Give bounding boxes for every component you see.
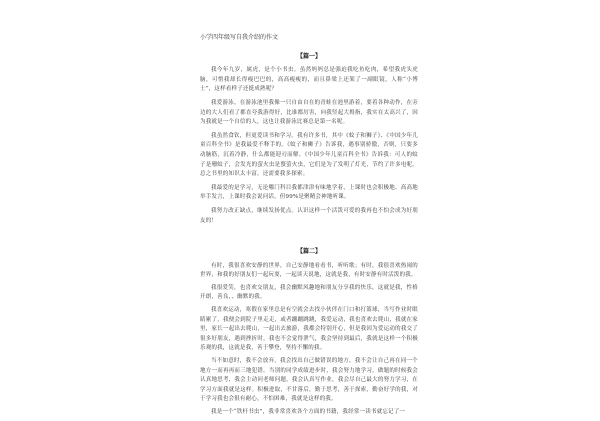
paragraph: 有时，我很喜欢安静的世界，自己安静地看看书，听听歌；有时，我很喜欢热闹的世界，和我的好朋友们一起玩耍，一起谈天说地，这就是我，有时安静有时活泼的我。 xyxy=(200,262,418,279)
paragraph: 我喜欢运动，寒假在家里总是有空就会去找小伙伴在门口和打篮球，当写作业时眼睛累了，我便会到院子里走走，或者蹦蹦跳跳，我爱运动，我也喜欢去爬山，我就在家里，家长一起出去爬山，一起出去旅游，我都会特别开心，但是我因为爱运动的我交了很多好朋友，遇到挫折时，我也不会觉得泄气，我会坚持到最后，我就是这样一个积极乐观的我，这就是我，善于攀登，坚持不懈的我。 xyxy=(200,307,418,352)
document-body xyxy=(200,33,418,421)
section-heading-1: 【篇一】 xyxy=(296,52,321,60)
paragraph: 我爱游泳。在游泳池里我像一只自由自在的青蛙在池里游着，要着各种动作，在旁边的大人们看了都直夸我游得好，比谁都厉害，向我竖起大拇指，我实在太高兴了，因为我就是一个自信的人，这也让我游泳比赛总是第一名呢。 xyxy=(200,99,418,126)
paragraph: 当不如意时，我不会放弃，我会找出自己做错误的地方，我不会让自己再在同一个地方一而再再而三地犯错。当别的同学成绩进步时，我会努力地学习，做题的时候我会认真地思考，我会主动问老师问题，我会认真写作业，我会尽自己最大的努力学习，在学习方面我就是这样。积极进取，不甘落后，勤于思考，善于探索，勤奋好学的我，对于学习我也会很有耐心，不怕困难，我就是这样的我。 xyxy=(200,358,418,403)
paragraph: 我最爱的是学习，无论哪门科目我都津津有味地学着，上课时也会积极地、高高地举手发言，上课时我会说问话，但99%是聚精会神地听课。 xyxy=(200,184,418,201)
paragraph: 我虽然食钦，但更爱读书和学习。我有许多书，其中《蚊子和狮子》、《中国少年儿童百科全书》是我最爱不释手的。《蚊子和狮子》告诉我，遇事别骄傲，否则，只要多动脑筋，沉着冷静，什么都能迎刃而解。《中国少年儿童百科全书》告诉我：可人的蚊子是珊蚊子，会发光的萤火虫是螯萤火虫，它们是为了发明了灯光，节约了许多电呢。总之书里的知识太丰富，还需要我多探索。 xyxy=(200,132,418,178)
section-spacer xyxy=(200,230,418,244)
paragraph: 我今年九岁，属虎，是个小书虫。虽然妈妈总是强迫我吃鱼吃肉，希望我虎头虎脑，可惜我却长得瘦巴巴的，高高瘦瘦的，而且鼻梁上还架了一副眼镜，人称“小博士”，这样看样子还挺成熟呢？ xyxy=(200,67,418,93)
page-title: 小学四年级写自我介绍的作文 xyxy=(200,34,279,41)
paragraph: 我是一个“铁杆书虫”，我非常喜欢各个方面的书籍，我经常一读书就忘记了一 xyxy=(211,409,406,415)
section-heading-2: 【篇二】 xyxy=(296,248,321,256)
paragraph: 我努力改正缺点，继续发扬优点。认识这样一个活泼可爱的我再也不怕会成为好朋友的！ xyxy=(200,207,418,224)
paragraph: 我很爱笑，也喜欢交朋友，我会幽默风趣地和朋友分享我的快乐，这就是我，性格开朗，善良，、幽默的我。 xyxy=(200,284,418,301)
